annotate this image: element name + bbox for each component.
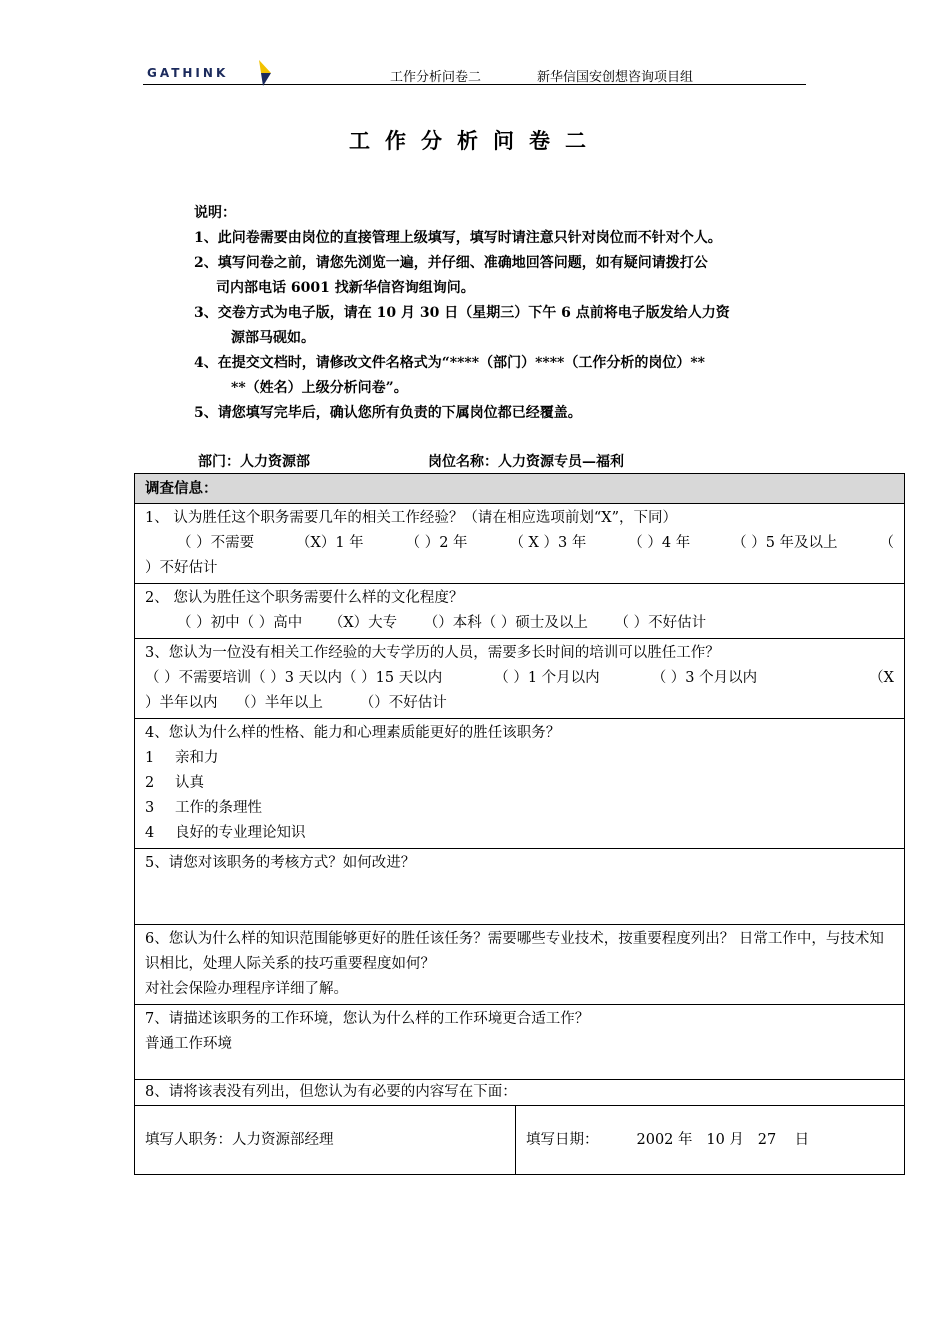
date-cell [516,1106,905,1175]
instruction-line: 5、请您填写完毕后，确认您所有负责的下属岗位都已经覆盖。 [194,405,582,421]
question-text: 6、您认为什么样的知识范围能够更好的胜任该任务？需要哪些专业技术，按重要程度列出？ 日常工作中，与技术知识相比，处理人际关系的技巧重要程度如何？ [145,931,884,972]
date-label: 填写日期： [526,1131,599,1148]
option[interactable]: （ ）5 年及以上 [732,535,838,551]
survey-heading: 调查信息： [135,474,905,504]
option[interactable]: （ ）初中（ ）高中 [177,615,303,631]
instruction-line: 2、填写问卷之前，请您先浏览一遍，并仔细、准确地回答问题，如有疑问请拨打公 [194,255,708,271]
table-row [135,639,905,719]
logo-text: GATHINK [147,66,229,80]
question-text: 8、请将该表没有列出，但您认为有必要的内容写在下面： [145,1084,517,1100]
question-text: 7、请描述该职务的工作环境，您认为什么样的工作环境更合适工作？ [145,1011,590,1027]
header-org: 新华信国安创想咨询项目组 [537,70,694,85]
table-row [135,474,905,504]
option[interactable]: （X [869,670,894,686]
survey-table [134,473,905,1175]
instructions-heading: 说明： [194,205,236,221]
option[interactable]: （ [879,535,894,551]
option[interactable]: （ ）3 个月以内 [651,670,758,686]
department-label: 部门：人力资源部 [198,454,310,470]
option[interactable]: （ ）2 年 [405,535,468,551]
question-text: 4、您认为什么样的性格、能力和心理素质能更好的胜任该职务？ [145,725,561,741]
instruction-line: 1、此问卷需要由岗位的直接管理上级填写，填写时请注意只针对岗位而不针对个人。 [194,230,722,246]
question-5[interactable] [135,849,905,925]
list-item: 3 工作的条理性 [145,800,262,816]
question-text: 2、 您认为胜任这个职务需要什么样的文化程度？ [145,590,464,606]
position-label: 岗位名称：人力资源专员—福利 [428,454,624,470]
answer-text: 普通工作环境 [145,1036,232,1052]
list-item: 4 良好的专业理论知识 [145,825,306,841]
table-row [135,1080,905,1106]
table-row [135,1106,905,1175]
option[interactable]: （X）1 年 [296,535,364,551]
instruction-line: 4、在提交文档时，请修改文件名格式为“****（部门）****（工作分析的岗位）** [194,355,706,371]
header-doc-name: 工作分析问卷二 [390,70,482,85]
option[interactable]: （ ）不好估计 [614,615,707,631]
question-6[interactable] [135,925,905,1005]
instruction-line: 司内部电话 6001 找新华信咨询组询问。 [216,280,475,296]
answer-text: 对社会保险办理程序详细了解。 [145,981,348,997]
table-row [135,584,905,639]
date-value: 2002 年 10 月 27 日 [636,1131,810,1148]
option-row [145,531,894,556]
question-text: 3、您认为一位没有相关工作经验的大专学历的人员，需要多长时间的培训可以胜任工作？ [145,645,720,661]
option[interactable]: （ ）不需要 [177,535,255,551]
list-item: 2 认真 [145,775,204,791]
question-text: 1、 认为胜任这个职务需要几年的相关工作经验？（请在相应选项前划“X”，下同） [145,510,677,526]
table-row [135,849,905,925]
question-8[interactable] [135,1080,905,1106]
table-row [135,925,905,1005]
question-text: 5、请您对该职务的考核方式？如何改进？ [145,855,416,871]
option-wrap: ）不好估计 [145,560,218,576]
table-row [135,719,905,849]
question-7[interactable] [135,1005,905,1080]
document-title: 工作分析问卷二 [349,128,601,153]
question-3 [135,639,905,719]
option-row [145,611,894,636]
question-4 [135,719,905,849]
option[interactable]: （ X ）3 年 [509,535,587,551]
instructions [194,201,834,426]
instruction-line: **（姓名）上级分析问卷”。 [231,380,408,396]
table-row [135,504,905,584]
option[interactable]: （ ）不需要培训（ ）3 天以内（ ）15 天以内 [145,670,443,686]
logo-arrow-icon [257,60,273,86]
option[interactable]: （ ）4 年 [628,535,691,551]
question-1 [135,504,905,584]
page-header [143,58,806,85]
list-item: 1 亲和力 [145,750,219,766]
instruction-line: 3、交卷方式为电子版，请在 10 月 30 日（星期三）下午 6 点前将电子版发给人力资 [194,305,730,321]
filler-role-cell [135,1106,516,1175]
option[interactable]: （ ）1 个月以内 [494,670,600,686]
option[interactable]: （X）大专 [328,615,398,631]
table-row [135,1005,905,1080]
option[interactable]: （）本科（ ）硕士及以上 [423,615,588,631]
question-2 [135,584,905,639]
option-row [145,666,894,691]
instruction-line: 源部马砚如。 [231,330,315,346]
option-wrap: ）半年以内 （）半年以上 （）不好估计 [145,695,447,711]
filler-role: 填写人职务：人力资源部经理 [145,1131,334,1148]
